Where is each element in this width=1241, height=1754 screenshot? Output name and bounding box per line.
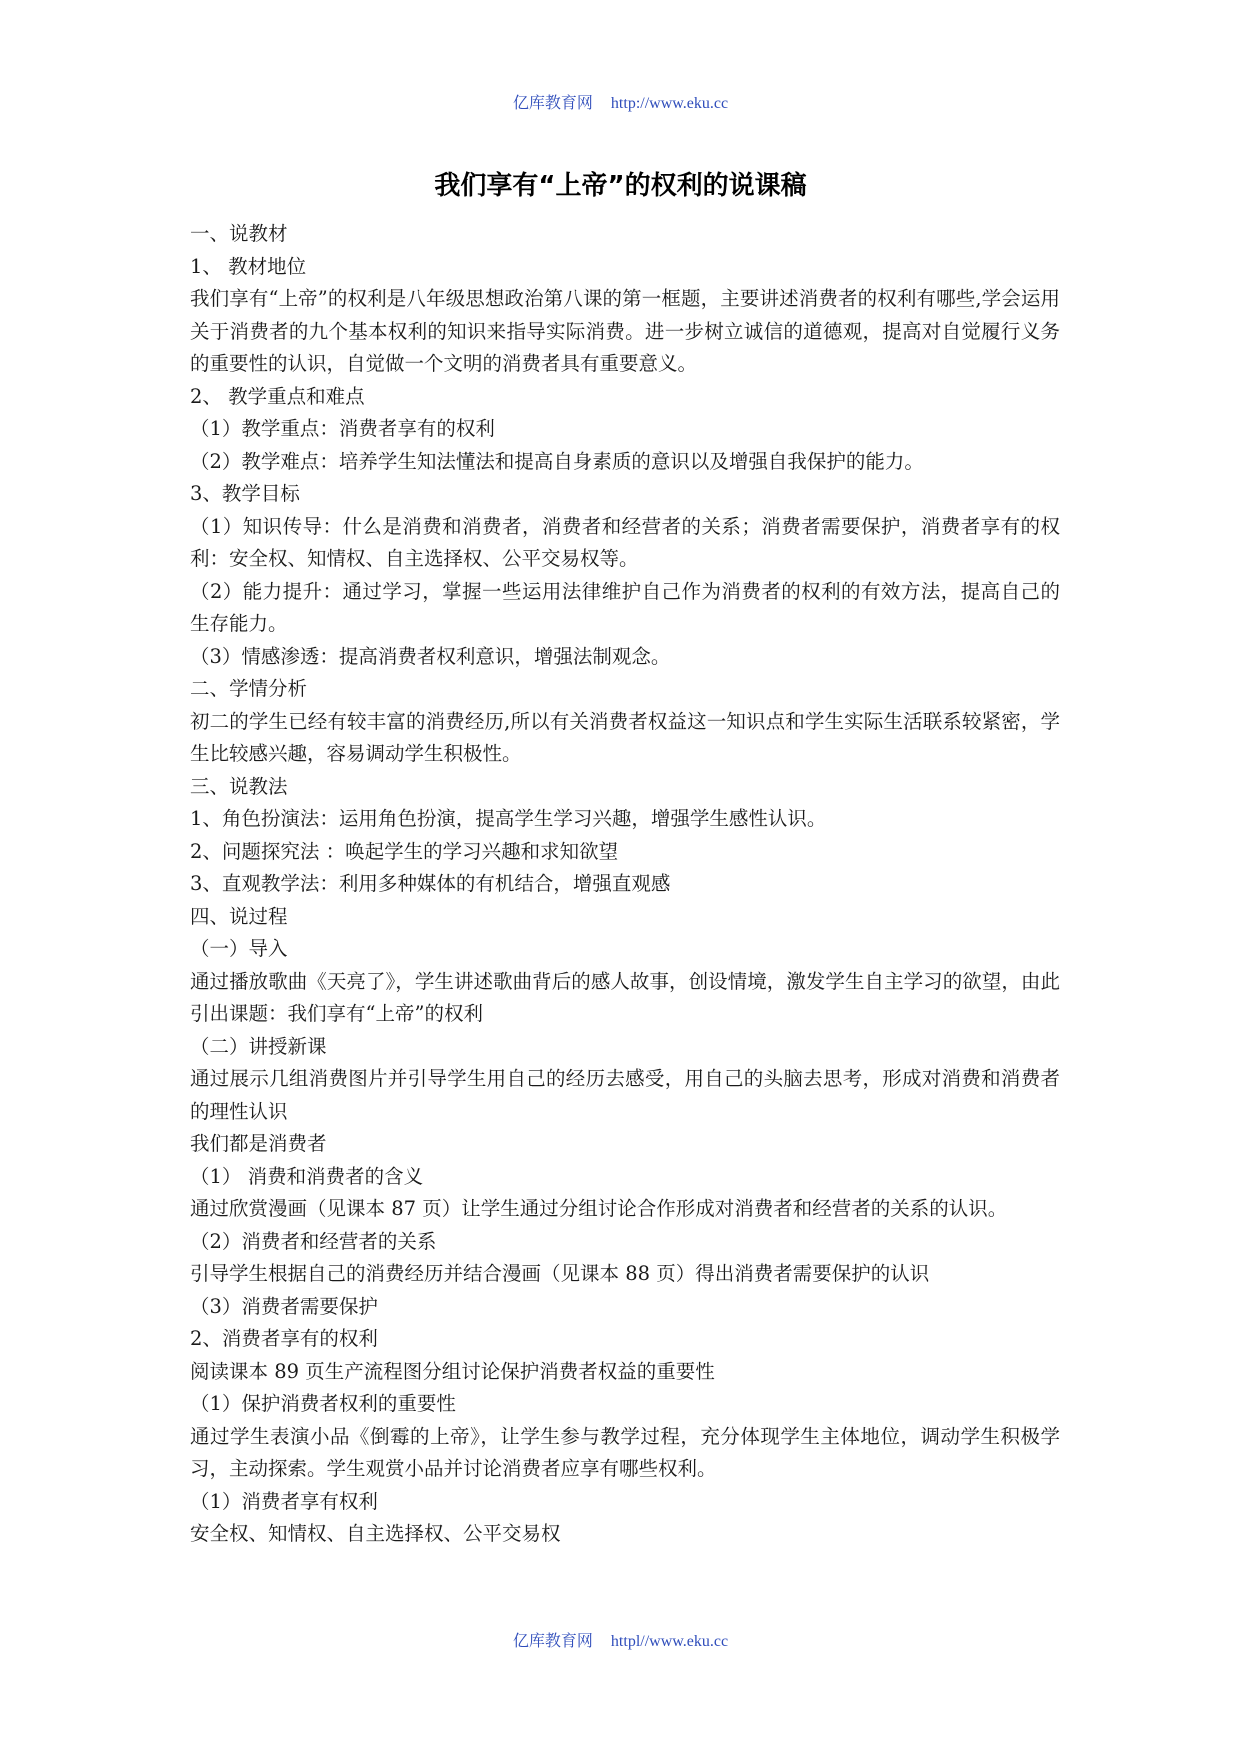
list-item: （3）情感渗透：提高消费者权利意识，增强法制观念。 (190, 644, 671, 668)
document-body (190, 218, 1060, 1551)
list-item: 3、直观教学法：利用多种媒体的有机结合，增强直观感 (190, 872, 671, 895)
subsection-heading: 我们都是消费者 (190, 1132, 327, 1155)
list-item: （1）保护消费者权利的重要性 (190, 1392, 456, 1415)
subsection-heading: 2、 教学重点和难点 (190, 384, 365, 408)
list-item: （1） 消费和消费者的含义 (190, 1164, 424, 1188)
list-item: （2）教学难点：培养学生知法懂法和提高自身素质的意识以及增强自我保护的能力。 (190, 449, 924, 473)
paragraph: 通过学生表演小品《倒霉的上帝》，让学生参与教学过程，充分体现学生主体地位，调动学生积极学习，主动探索。学生观赏小品并讨论消费者应享有哪些权利。 (190, 1424, 1060, 1480)
subsection-heading: 2、消费者享有的权利 (190, 1327, 378, 1350)
list-item: （1）消费者享有权利 (190, 1489, 378, 1513)
list-item: （3）消费者需要保护 (190, 1294, 378, 1318)
paragraph: 通过展示几组消费图片并引导学生用自己的经历去感受，用自己的头脑去思考，形成对消费和消费者的理性认识 (190, 1067, 1060, 1123)
page-footer (0, 1628, 1241, 1651)
paragraph: 初二的学生已经有较丰富的消费经历,所以有关消费者权益这一知识点和学生实际生活联系较紧密，学生比较感兴趣，容易调动学生积极性。 (190, 709, 1060, 765)
paragraph: 安全权、知情权、自主选择权、公平交易权 (190, 1522, 561, 1545)
paragraph: 引导学生根据自己的消费经历并结合漫画（见课本 88 页）得出消费者需要保护的认识 (190, 1262, 930, 1285)
section-heading: 四、说过程 (190, 904, 288, 928)
page-header (0, 90, 1241, 113)
list-item: （1）教学重点：消费者享有的权利 (190, 417, 495, 440)
list-item: （2）能力提升：通过学习，掌握一些运用法律维护自己作为消费者的权利的有效方法，提高自己的生存能力。 (190, 579, 1060, 635)
paragraph: 通过播放歌曲《天亮了》，学生讲述歌曲背后的感人故事，创设情境，激发学生自主学习的欲望，由此引出课题：我们享有“上帝”的权利 (190, 969, 1060, 1025)
section-heading: 二、学情分析 (190, 677, 308, 700)
subsection-heading: （二）讲授新课 (190, 1034, 327, 1058)
footer-url: httpl//www.eku.cc (610, 1633, 729, 1650)
section-heading: 三、说教法 (190, 774, 288, 798)
list-item: 2、问题探究法 ：唤起学生的学习兴趣和求知欲望 (190, 839, 619, 863)
subsection-heading: 1、 教材地位 (190, 254, 307, 278)
list-item: （2）消费者和经营者的关系 (190, 1229, 437, 1253)
footer-site-name: 亿库教育网 (512, 1633, 593, 1650)
subsection-heading: （一）导入 (190, 937, 288, 960)
document-title: 我们享有“上帝”的权利的说课稿 (434, 171, 807, 201)
paragraph: 阅读课本 89 页生产流程图分组讨论保护消费者权益的重要性 (190, 1359, 715, 1383)
paragraph: 我们享有“上帝”的权利是八年级思想政治第八课的第一框题，主要讲述消费者的权利有哪些,学会运用关于消费者的九个基本权利的知识来指导实际消费。进一步树立诚信的道德观，提高对自觉履行义务的重要性的认识，自觉做一个文明的消费者具有重要意义。 (190, 287, 1060, 375)
subsection-heading: 3、教学目标 (190, 482, 300, 505)
header-url: http://www.eku.cc (610, 95, 729, 112)
header-site-name: 亿库教育网 (512, 95, 593, 112)
list-item: （1）知识传导：什么是消费和消费者，消费者和经营者的关系；消费者需要保护，消费者享有的权利：安全权、知情权、自主选择权、公平交易权等。 (190, 514, 1060, 570)
list-item: 1、角色扮演法：运用角色扮演，提高学生学习兴趣，增强学生感性认识。 (190, 807, 827, 830)
section-heading: 一、说教材 (190, 222, 288, 245)
paragraph: 通过欣赏漫画（见课本 87 页）让学生通过分组讨论合作形成对消费者和经营者的关系的认识。 (190, 1197, 1008, 1220)
